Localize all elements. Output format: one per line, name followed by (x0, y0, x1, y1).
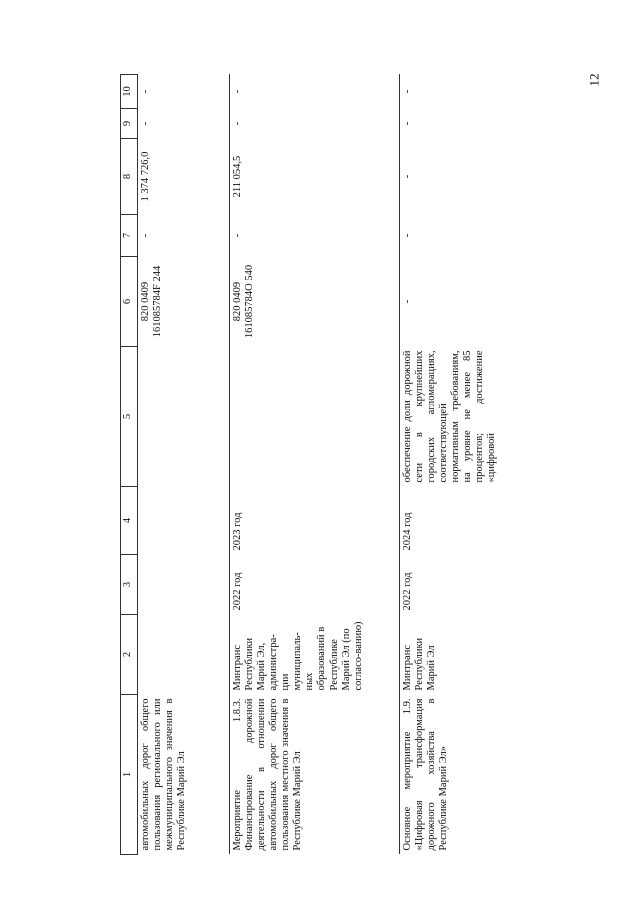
table-row (400, 75, 570, 855)
cell-end (138, 487, 230, 555)
cell-result: обеспечение доли дорожной сети в крупнейших городских агломерациях, соответствующей нормативным требованиям, на уровне не менее 85 процентов; достижение «цифровой (400, 347, 570, 487)
col-header-8: 8 (121, 139, 138, 215)
col-header-6: 6 (121, 257, 138, 347)
cell-result (230, 347, 400, 487)
col-header-4: 4 (121, 487, 138, 555)
cell-result (138, 347, 230, 487)
cell-c7: - (400, 215, 570, 257)
cell-measure: автомобильных дорог общего пользования регионального или межмуниципального значения в Республике Марий Эл (140, 698, 188, 851)
cell-c8: 1 374 726,0 (140, 151, 151, 202)
header-row (121, 75, 138, 855)
cell-end: 2024 год (400, 487, 570, 555)
cell-kbk: - (400, 257, 570, 347)
rotated-table-container (120, 75, 600, 855)
table-row (230, 75, 400, 855)
cell-c9: - (230, 109, 400, 139)
cell-c7: - (140, 233, 151, 238)
cell-kbk: 820 0409 161085784O 540 (230, 257, 400, 347)
col-header-9: 9 (121, 109, 138, 139)
cell-start: 2022 год (400, 555, 570, 615)
col-header-1: 1 (121, 695, 138, 855)
cell-measure: Основное мероприятие 1.9. «Цифровая трансформация дорожного хозяйства в Республике Марий Эл» (400, 695, 570, 855)
col-header-5: 5 (121, 347, 138, 487)
col-header-3: 3 (121, 555, 138, 615)
cell-c8: 211 054,5 (230, 139, 400, 215)
cell-executor: Минтранс Республики Марий Эл, администра-ции муниципаль-ных образований в Республике Марий Эл (по согласо-ванию) (230, 615, 400, 695)
table-row (138, 75, 230, 855)
cell-c9: - (400, 109, 570, 139)
cell-c8: - (400, 139, 570, 215)
cell-c10: - (400, 75, 570, 109)
col-header-7: 7 (121, 215, 138, 257)
cell-executor (138, 615, 230, 695)
cell-executor: Минтранс Республики Марий Эл (400, 615, 570, 695)
cell-end: 2023 год (230, 487, 400, 555)
cell-measure: Мероприятие 1.8.3. Финансирование дорожной деятельности в отношении автомобильных дорог общего пользования местного значения в Республике Марий Эл (230, 695, 400, 855)
cell-c7: - (230, 215, 400, 257)
col-header-10: 10 (121, 75, 138, 109)
cell-start: 2022 год (230, 555, 400, 615)
page-number: 12 (586, 73, 602, 87)
cell-kbk: 820 0409 161085784F 244 (140, 265, 164, 338)
cell-c10: - (230, 75, 400, 109)
cell-c9: - (140, 121, 151, 126)
program-table (120, 74, 570, 855)
cell-c10: - (140, 89, 151, 94)
col-header-2: 2 (121, 615, 138, 695)
cell-start (138, 555, 230, 615)
